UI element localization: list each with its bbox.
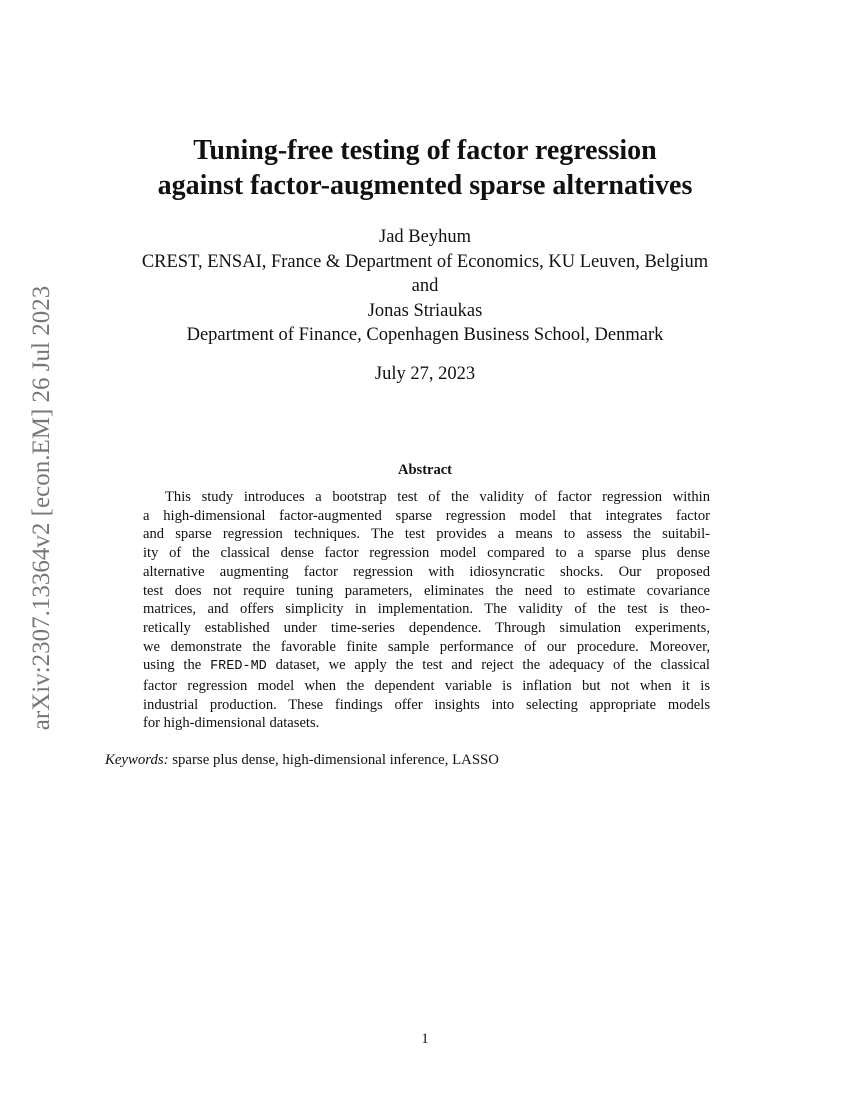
author-name: Jonas Striaukas — [367, 300, 483, 321]
abstract-line: we demonstrate the favorable finite sample performance of our procedure. Moreover, — [143, 638, 710, 655]
abstract-line: test does not require tuning parameters, eliminates the need to estimate covariance — [143, 582, 710, 599]
keywords-text: sparse plus dense, high-dimensional inference, LASSO — [168, 752, 499, 768]
abstract-line: ity of the classical dense factor regression model compared to a sparse plus dense — [143, 545, 710, 562]
abstract-line: matrices, and offers simplicity in implementation. The validity of the test is theo- — [143, 601, 710, 618]
abstract-line: alternative augmenting factor regression with idiosyncratic shocks. Our proposed — [143, 563, 710, 580]
abstract-heading: Abstract — [398, 462, 452, 478]
author-separator: and — [411, 276, 439, 296]
dataset-name: FRED-MD — [210, 659, 267, 675]
page-number: 1 — [421, 1031, 429, 1047]
abstract-line: for high-dimensional datasets. — [143, 715, 320, 732]
author-affiliation: Department of Finance, Copenhagen Business School, Denmark — [186, 325, 664, 345]
arxiv-sidebar-stamp: arXiv:2307.13364v2 [econ.EM] 26 Jul 2023 — [28, 285, 55, 731]
abstract-line: and sparse regression techniques. The test provides a means to assess the suitabil- — [143, 526, 710, 543]
abstract-line: a high-dimensional factor-augmented sparse regression model that integrates factor — [143, 507, 710, 524]
title-line: against factor-augmented sparse alternatives — [157, 170, 693, 201]
abstract-line: retically established under time-series dependence. Through simulation experiments, — [143, 619, 710, 636]
abstract-body — [143, 488, 710, 733]
keywords-label: Keywords: — [105, 752, 169, 768]
abstract-line: This study introduces a bootstrap test of the validity of factor regression within — [165, 489, 710, 505]
author-affiliation: CREST, ENSAI, France & Department of Economics, KU Leuven, Belgium — [141, 251, 709, 272]
paper-date: July 27, 2023 — [374, 364, 476, 384]
authors-block — [0, 225, 850, 348]
author-name: Jad Beyhum — [379, 227, 471, 247]
title-line: Tuning-free testing of factor regression — [193, 135, 657, 166]
paper-title — [0, 133, 850, 203]
abstract-line — [143, 656, 710, 677]
abstract-line: industrial production. These findings offer insights into selecting appropriate models — [143, 696, 710, 713]
abstract-line: factor regression model when the dependent variable is inflation but not when it is — [143, 678, 710, 695]
text: dataset, we apply the test and reject the adequacy of the classical — [266, 657, 710, 674]
text: using the — [143, 657, 211, 674]
keywords — [105, 752, 499, 769]
